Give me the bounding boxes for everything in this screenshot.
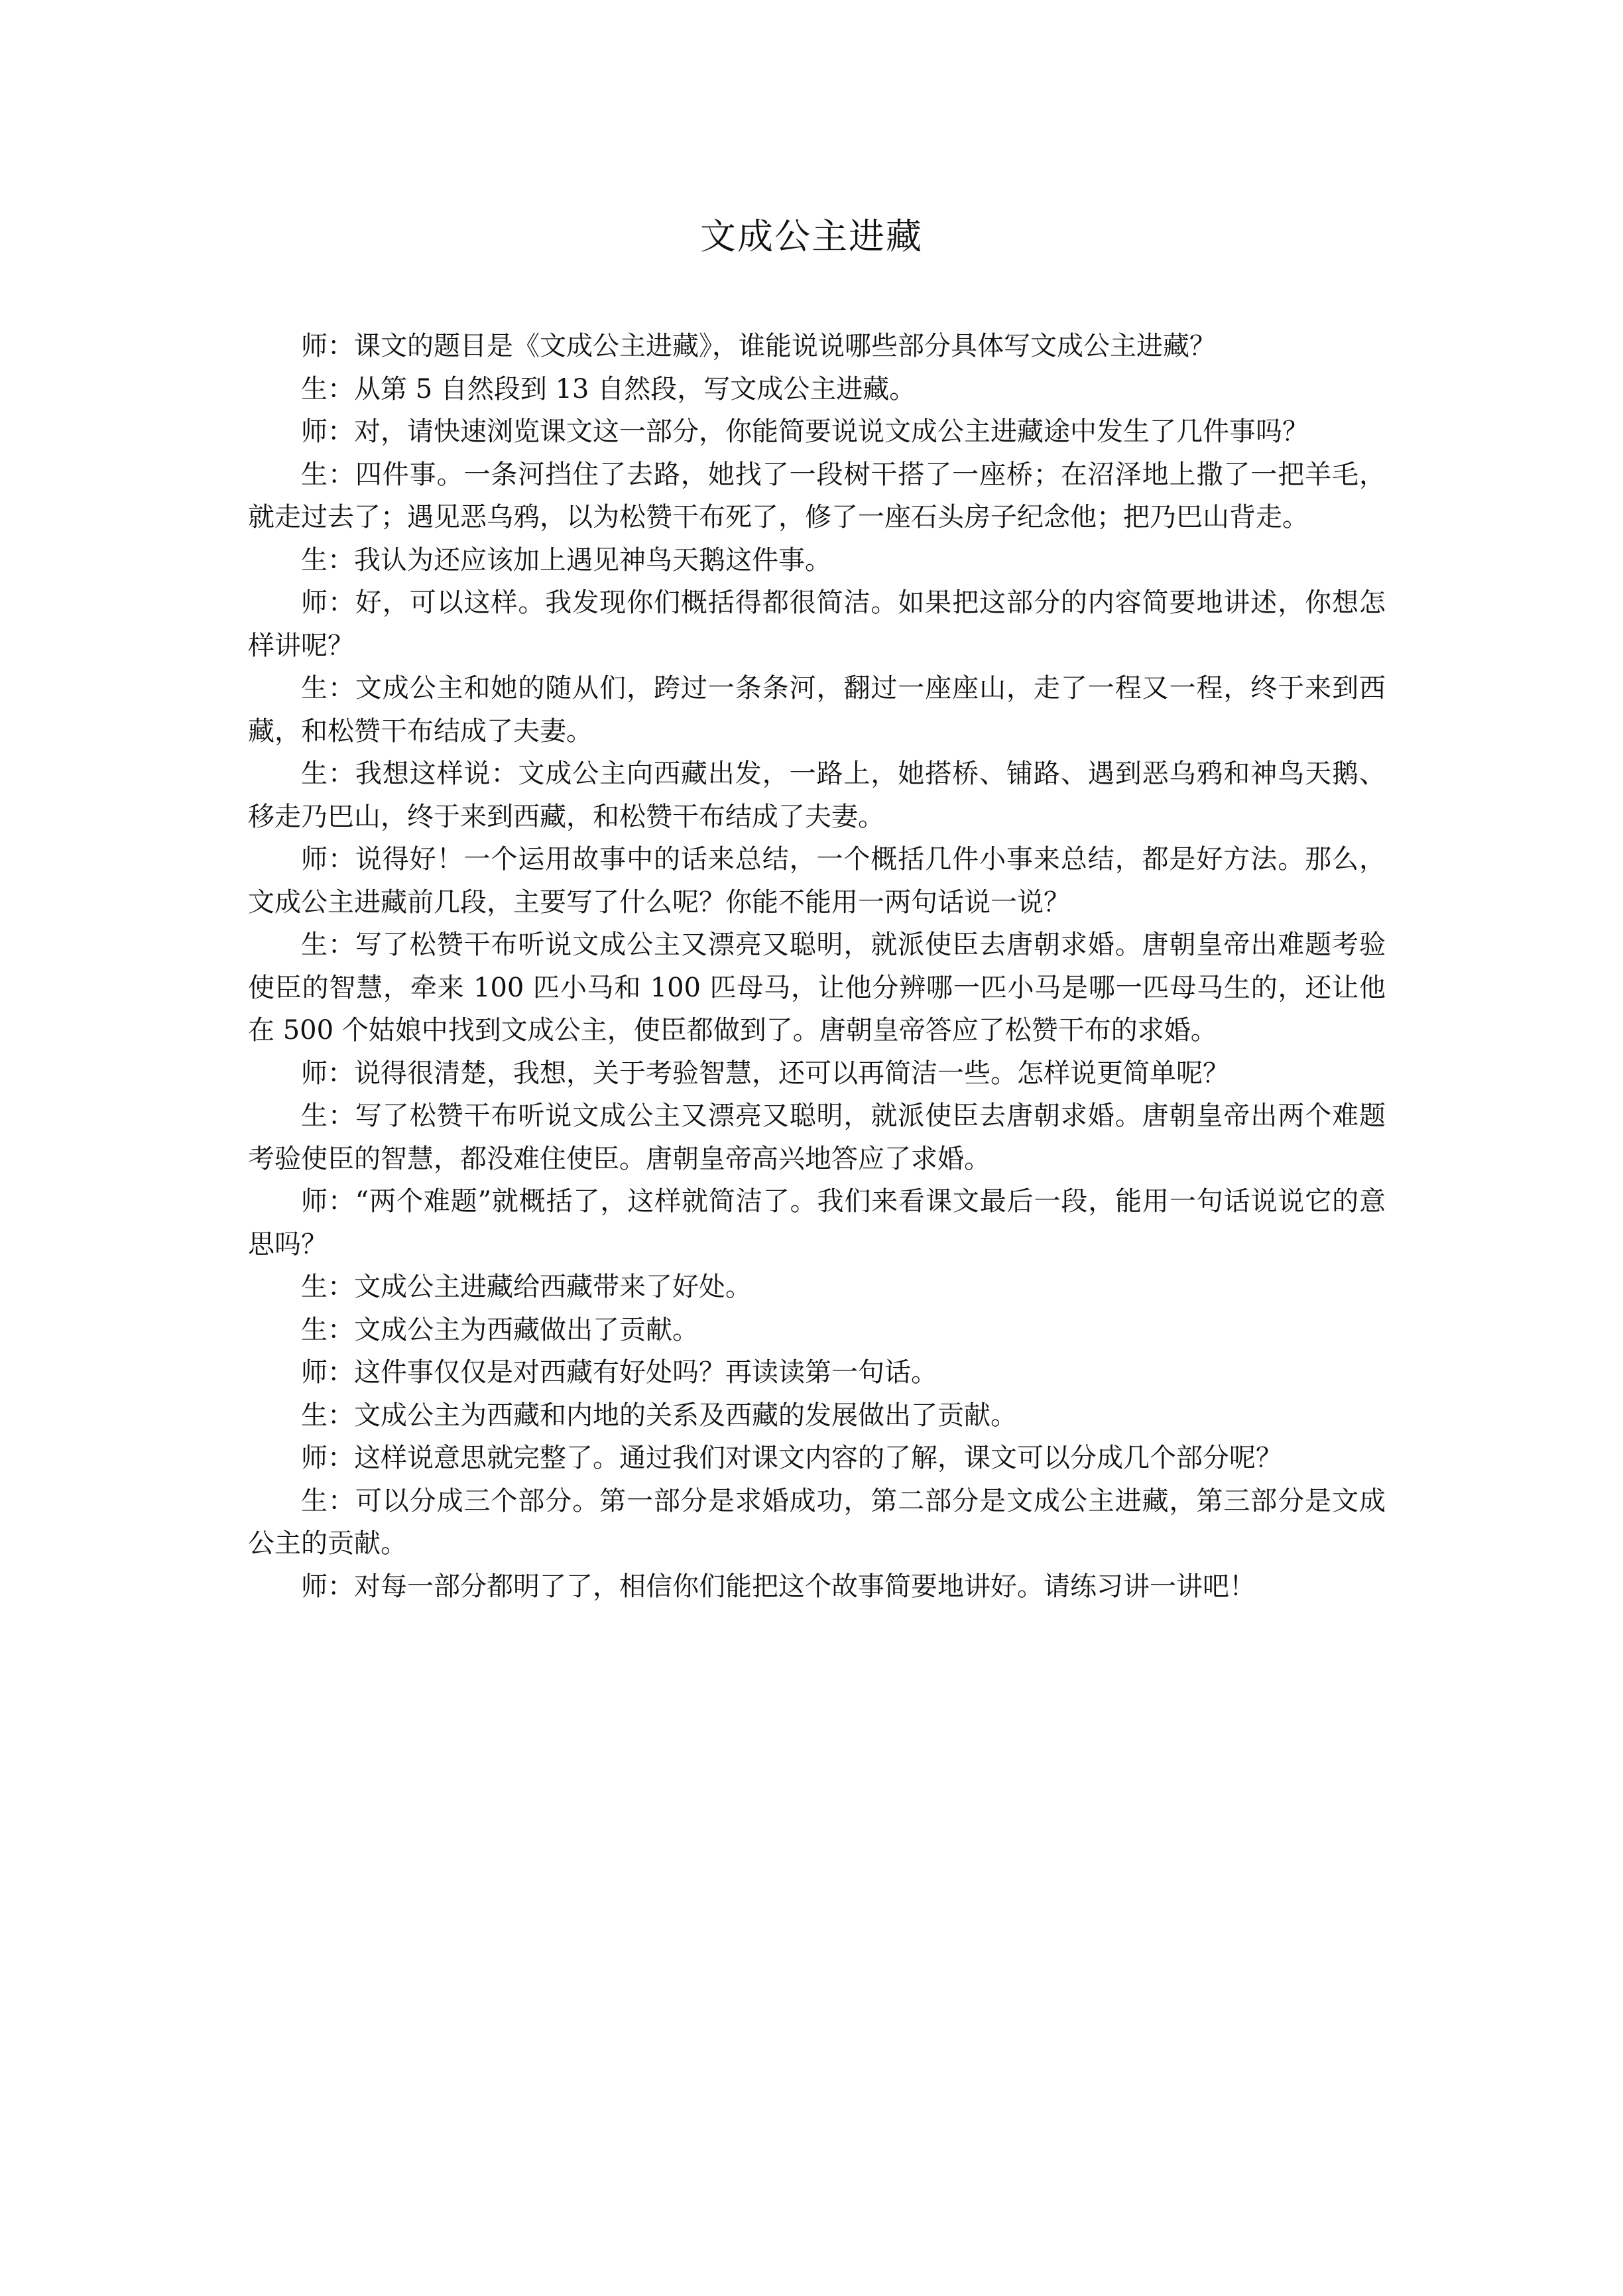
- paragraph: 师：这样说意思就完整了。通过我们对课文内容的了解，课文可以分成几个部分呢？: [301, 1443, 1282, 1473]
- paragraph: 生：写了松赞干布听说文成公主又漂亮又聪明，就派使臣去唐朝求婚。唐朝皇帝出难题考验使臣的智慧，牵来 100 匹小马和 100 匹母马，让他分辨哪一匹小马是哪一匹母马生的，还让他在 500 个姑娘中找到文成公主，使臣都做到了。唐朝皇帝答应了松赞干布的求婚。: [248, 930, 1386, 1046]
- paragraph: 师：说得很清楚，我想，关于考验智慧，还可以再简洁一些。怎样说更简单呢？: [301, 1057, 1229, 1089]
- paragraph: 师：对每一部分都明了了，相信你们能把这个故事简要地讲好。请练习讲一讲吧！: [301, 1571, 1256, 1602]
- paragraph: 生：文成公主进藏给西藏带来了好处。: [301, 1272, 752, 1302]
- paragraph: 师：这件事仅仅是对西藏有好处吗？再读读第一句话。: [301, 1357, 937, 1388]
- paragraph: 生：可以分成三个部分。第一部分是求婚成功，第二部分是文成公主进藏，第三部分是文成公主的贡献。: [248, 1485, 1386, 1559]
- paragraph: 生：文成公主为西藏和内地的关系及西藏的发展做出了贡献。: [301, 1400, 1017, 1431]
- paragraph: 师：对，请快速浏览课文这一部分，你能简要说说文成公主进藏途中发生了几件事吗？: [301, 416, 1309, 447]
- paragraph: 生：四件事。一条河挡住了去路，她找了一段树干搭了一座桥；在沼泽地上撒了一把羊毛，就走过去了；遇见恶乌鸦，以为松赞干布死了，修了一座石头房子纪念他；把乃巴山背走。: [248, 459, 1386, 532]
- paragraph: 师：说得好！一个运用故事中的话来总结，一个概括几件小事来总结，都是好方法。那么，文成公主进藏前几段，主要写了什么呢？你能不能用一两句话说一说？: [248, 844, 1386, 918]
- paragraph: 生：我想这样说：文成公主向西藏出发，一路上，她搭桥、铺路、遇到恶乌鸦和神鸟天鹅、移走乃巴山，终于来到西藏，和松赞干布结成了夫妻。: [248, 758, 1386, 832]
- paragraph: 师：“两个难题”就概括了，这样就简洁了。我们来看课文最后一段，能用一句话说说它的意思吗？: [248, 1186, 1386, 1260]
- document-title: 文成公主进藏: [700, 215, 923, 257]
- paragraph: 生：我认为还应该加上遇见神鸟天鹅这件事。: [301, 544, 831, 575]
- dialogue-body: [248, 325, 1386, 1608]
- paragraph: 生：文成公主为西藏做出了贡献。: [301, 1314, 699, 1345]
- paragraph: 生：写了松赞干布听说文成公主又漂亮又聪明，就派使臣去唐朝求婚。唐朝皇帝出两个难题考验使臣的智慧，都没难住使臣。唐朝皇帝高兴地答应了求婚。: [248, 1101, 1386, 1174]
- paragraph: 师：好，可以这样。我发现你们概括得都很简洁。如果把这部分的内容简要地讲述，你想怎样讲呢？: [248, 587, 1386, 661]
- paragraph: 生：从第 5 自然段到 13 自然段，写文成公主进藏。: [301, 373, 916, 404]
- paragraph: 生：文成公主和她的随从们，跨过一条条河，翻过一座座山，走了一程又一程，终于来到西藏，和松赞干布结成了夫妻。: [248, 673, 1386, 747]
- paragraph: 师：课文的题目是《文成公主进藏》，谁能说说哪些部分具体写文成公主进藏？: [301, 331, 1216, 361]
